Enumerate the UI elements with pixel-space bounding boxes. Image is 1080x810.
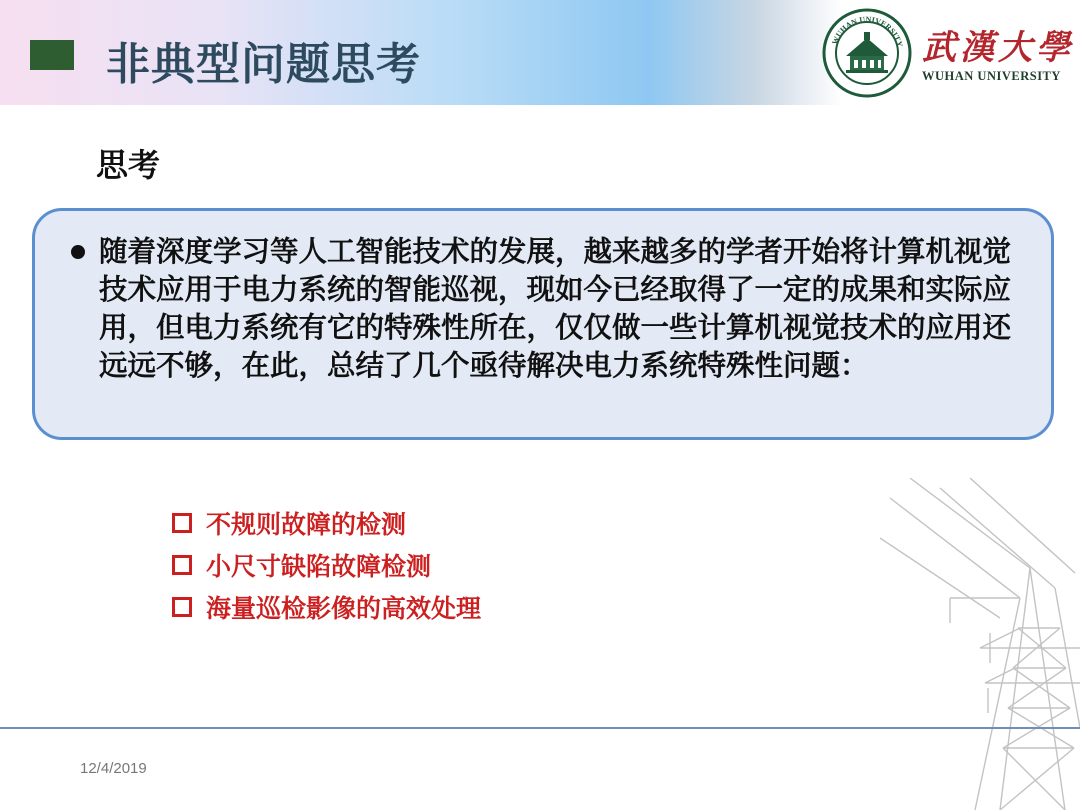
hollow-square-icon	[172, 513, 192, 533]
issue-label: 海量巡检影像的高效处理	[206, 594, 482, 623]
list-item	[172, 586, 481, 628]
issue-label: 小尺寸缺陷故障检测	[206, 552, 432, 581]
slide-date: 12/4/2019	[80, 760, 147, 777]
issue-label: 不规则故障的检测	[206, 510, 407, 539]
callout-text: 随着深度学习等人工智能技术的发展，越来越多的学者开始将计算机视觉技术应用于电力系统的智能巡视，现如今已经取得了一定的成果和实际应用，但电力系统有它的特殊性所在，仅仅做一些计算机视觉技术的应用还远远不够，在此，总结了几个亟待解决电力系统特殊性问题：	[99, 235, 1012, 382]
list-item	[172, 544, 481, 586]
list-item	[172, 502, 481, 544]
footer-divider	[0, 727, 1080, 729]
filled-circle-icon	[71, 245, 85, 259]
university-seal-icon	[822, 8, 912, 98]
callout-box	[32, 208, 1054, 440]
issue-list	[172, 502, 481, 628]
transmission-tower-icon	[880, 478, 1080, 810]
logo-name-cn: 武漢大學	[922, 28, 1074, 68]
logo-name-en: WUHAN UNIVERSITY	[922, 69, 1061, 83]
hollow-square-icon	[172, 597, 192, 617]
title-marker	[30, 40, 74, 70]
hollow-square-icon	[172, 555, 192, 575]
seal-text: WUHAN UNIVERSITY	[830, 14, 905, 48]
slide-title: 非典型问题思考	[106, 39, 421, 90]
section-subheading: 思考	[96, 146, 161, 184]
university-logo	[822, 8, 1074, 100]
